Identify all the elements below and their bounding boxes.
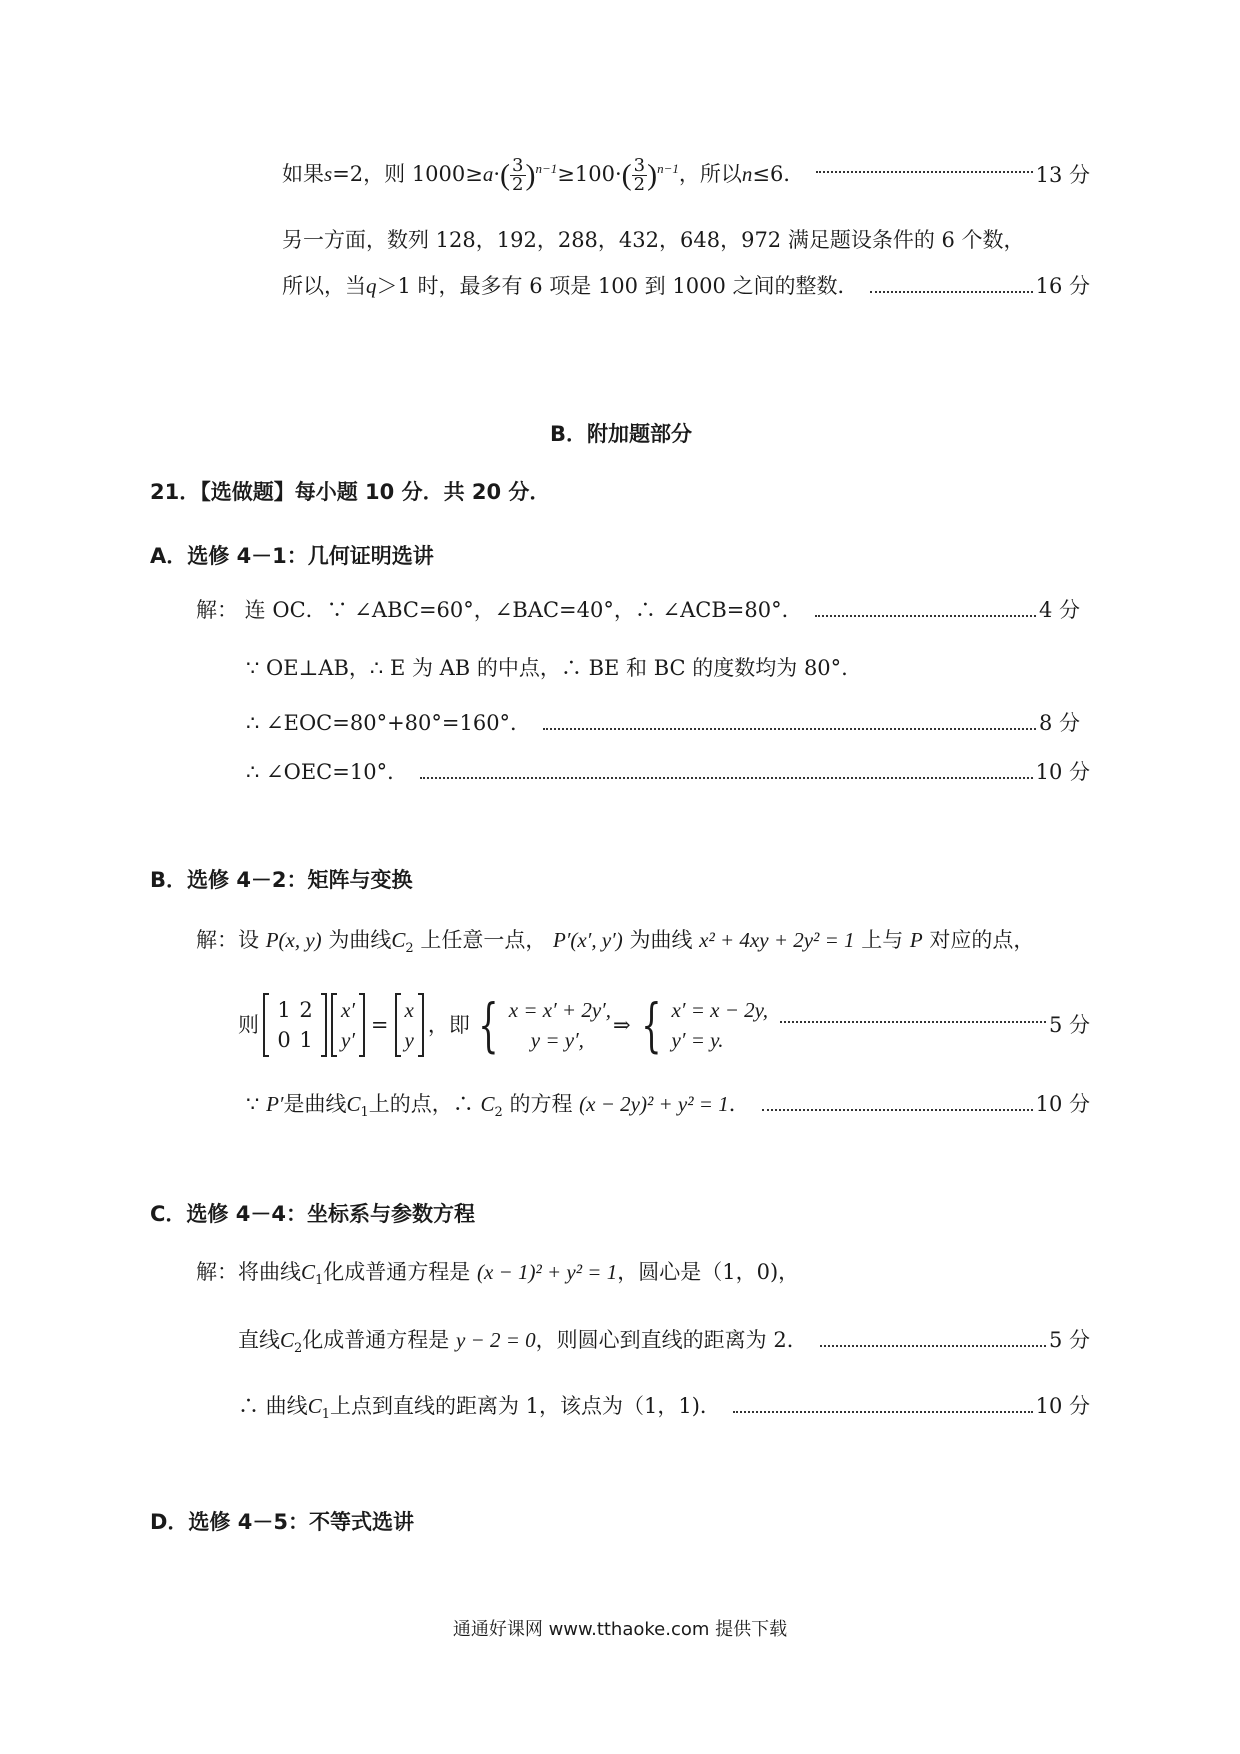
text-part: ≤6． — [752, 161, 805, 186]
text-part: ，所以 — [678, 161, 742, 186]
frac-num: 3 — [512, 154, 524, 176]
equation-system — [633, 991, 769, 1059]
dot-leader — [820, 1345, 1046, 1347]
text-part: 则 — [238, 1013, 259, 1037]
matrix-equation — [238, 993, 768, 1057]
score-label: 10 分 — [1035, 760, 1090, 784]
score-label: 10 分 — [1035, 1092, 1090, 1116]
matrix-cell: 0 — [277, 1028, 291, 1052]
curve-c2: C — [480, 1092, 495, 1116]
score-label: 13 分 — [1035, 163, 1090, 187]
paren: ) — [647, 158, 658, 191]
solution-line-16 — [282, 272, 1090, 300]
text-part: 上任意一点， — [420, 928, 547, 952]
system-equations — [672, 995, 769, 1055]
system-eq: x′ = x − 2y, — [671, 998, 769, 1022]
part-a-title: A．选修 4－1：几何证明选讲 — [150, 544, 434, 568]
score-label: 16 分 — [1035, 274, 1090, 298]
left-brace: { — [478, 991, 499, 1059]
point-p-prime: P′(x′, y′) — [553, 928, 623, 952]
section-title: B．附加题部分 — [550, 422, 693, 446]
text-part: ，圆心是（1，0)， — [617, 1260, 800, 1284]
score-label: 5 分 — [1048, 1328, 1090, 1352]
curve-equation: x² + 4xy + 2y² = 1 — [699, 928, 855, 952]
line-text — [282, 154, 805, 195]
matrix-cell: 1 — [299, 1028, 313, 1052]
solution-line — [282, 226, 1025, 254]
text-part: 是曲线 — [283, 1092, 347, 1116]
vector-cell: x′ — [341, 998, 355, 1022]
text-part: 直线 — [238, 1328, 280, 1352]
equals-sign: = — [370, 1013, 389, 1037]
matrix-cell: 2 — [299, 998, 313, 1022]
text-part: ∵ — [246, 1092, 260, 1116]
exponent: n−1 — [535, 160, 558, 176]
text-part: 上点到直线的距离为 1，该点为（1，1)． — [329, 1394, 721, 1418]
system-eq: y = y′, — [530, 1028, 584, 1052]
text-part: 化成普通方程是 — [323, 1260, 471, 1284]
part-c-line-10 — [238, 1392, 1090, 1423]
vector-cell: x — [404, 998, 414, 1022]
vector-cell: y′ — [341, 1028, 355, 1052]
text-part: ∴ 曲线 — [238, 1394, 308, 1418]
text-part: 上与 — [861, 928, 904, 952]
question-header: 21．【选做题】每小题 10 分．共 20 分． — [150, 480, 551, 504]
line-text — [238, 1392, 721, 1423]
text-part: 上的点，∴ — [368, 1092, 474, 1116]
dot-leader — [780, 1021, 1046, 1023]
var-a: a — [482, 161, 494, 186]
curve-c1: C — [307, 1394, 322, 1418]
matrix-cell: 1 — [277, 998, 291, 1022]
text-part: ＞1 时，最多有 6 项是 100 到 1000 之间的整数． — [376, 274, 859, 298]
dot-leader — [762, 1109, 1033, 1111]
system-eq: y′ = y. — [671, 1028, 724, 1052]
text-part: 如果 — [282, 161, 324, 186]
paren: ( — [621, 158, 632, 191]
score-label: 5 分 — [1048, 1013, 1090, 1037]
paren: ) — [525, 158, 536, 191]
line-text: 另一方面，数列 128，192，288，432，648，972 满足题设条件的 6 个数， — [282, 228, 1025, 252]
curve-c1: C — [301, 1260, 316, 1284]
text-part: 所以，当 — [282, 274, 366, 298]
frac-den: 2 — [633, 173, 646, 195]
line-text — [238, 1326, 808, 1357]
line-text: ∵ OE⊥AB，∴ E 为 AB 的中点，∴ BE 和 BC 的度数均为 80°. — [246, 656, 848, 680]
curve-c1: C — [346, 1092, 361, 1116]
point-p-prime: P′ — [266, 1092, 284, 1116]
var-n: n — [741, 161, 753, 186]
subscript: 1 — [321, 1407, 330, 1423]
var-q: q — [366, 274, 377, 298]
vector — [395, 993, 424, 1057]
part-b-line — [196, 926, 1035, 957]
subscript: 2 — [294, 1341, 303, 1357]
curve-c2: C — [391, 928, 406, 952]
subscript: 2 — [405, 941, 414, 957]
text-part: · — [493, 161, 501, 186]
curve-c2: C — [280, 1328, 295, 1352]
solution-line-13 — [282, 150, 1090, 200]
score-label: 10 分 — [1035, 1394, 1090, 1418]
matrix-row — [273, 1025, 317, 1055]
fraction — [632, 154, 647, 195]
point-p: P(x, y) — [265, 928, 322, 952]
vector — [331, 993, 365, 1057]
fraction — [510, 154, 525, 195]
text-part: ． — [728, 1092, 750, 1116]
dot-leader — [420, 777, 1033, 779]
matrix — [263, 993, 327, 1057]
dot-leader — [870, 291, 1032, 293]
system-equations — [509, 995, 611, 1055]
line-text — [246, 1090, 750, 1121]
part-b-line-10 — [246, 1090, 1090, 1121]
part-b-line-5 — [238, 990, 1090, 1060]
line-text: ∴ ∠EOC=80°+80°=160°． — [246, 711, 532, 735]
paren: ( — [500, 158, 511, 191]
part-a-line-10 — [246, 758, 1090, 786]
score-label: 4 分 — [1038, 598, 1080, 622]
score-label: 8 分 — [1038, 711, 1080, 735]
subscript: 2 — [494, 1105, 503, 1121]
part-c-line-5 — [238, 1326, 1090, 1357]
vector-cell: y — [404, 1028, 414, 1052]
dot-leader — [815, 615, 1036, 617]
text-part: 为曲线 — [328, 928, 392, 952]
text-part: 对应的点， — [929, 928, 1035, 952]
matrix-row — [273, 995, 317, 1025]
curve-equation: (x − 2y)² + y² = 1 — [579, 1092, 729, 1116]
text-part: ≥100· — [557, 161, 622, 186]
dot-leader — [816, 171, 1032, 173]
frac-den: 2 — [512, 173, 524, 195]
part-a-line-8 — [246, 709, 1080, 737]
circle-equation: (x − 1)² + y² = 1 — [476, 1260, 618, 1284]
part-d-title: D．选修 4－5：不等式选讲 — [150, 1510, 414, 1534]
text-part: 的方程 — [509, 1092, 573, 1116]
dot-leader — [733, 1411, 1033, 1413]
text-part: ，即 — [427, 1013, 470, 1037]
text-part: 化成普通方程是 — [302, 1328, 450, 1352]
subscript: 1 — [360, 1105, 369, 1121]
part-a-line-4 — [196, 596, 1080, 624]
part-a-line — [246, 654, 848, 682]
dot-leader — [543, 728, 1036, 730]
system-eq: x = x′ + 2y′, — [508, 998, 612, 1022]
line-text — [282, 272, 858, 300]
frac-num: 3 — [633, 154, 646, 176]
exponent: n−1 — [657, 160, 679, 176]
line-equation: y − 2 = 0 — [455, 1328, 536, 1352]
text-part: ，则圆心到直线的距离为 2． — [535, 1328, 808, 1352]
left-brace: { — [640, 991, 662, 1059]
part-b-title: B．选修 4－2：矩阵与变换 — [150, 868, 413, 892]
line-text: 解： 连 OC．∵ ∠ABC=60°，∠BAC=40°，∴ ∠ACB=80°． — [196, 598, 803, 622]
part-c-title: C．选修 4－4：坐标系与参数方程 — [150, 1202, 475, 1226]
implies-arrow: ⇒ — [613, 1013, 631, 1037]
text-part: 为曲线 — [629, 928, 693, 952]
text-part: 解：将曲线 — [196, 1260, 301, 1284]
var-s: s — [324, 161, 333, 186]
text-part: 解：设 — [196, 928, 259, 952]
equation-system — [470, 991, 612, 1059]
subscript: 1 — [315, 1273, 324, 1289]
line-text: ∴ ∠OEC=10°． — [246, 760, 409, 784]
point-p: P — [909, 928, 923, 952]
page-footer: 通通好课网 www.tthaoke.com 提供下载 — [452, 1619, 788, 1640]
part-c-line — [196, 1258, 800, 1289]
text-part: =2，则 1000≥ — [332, 161, 483, 186]
